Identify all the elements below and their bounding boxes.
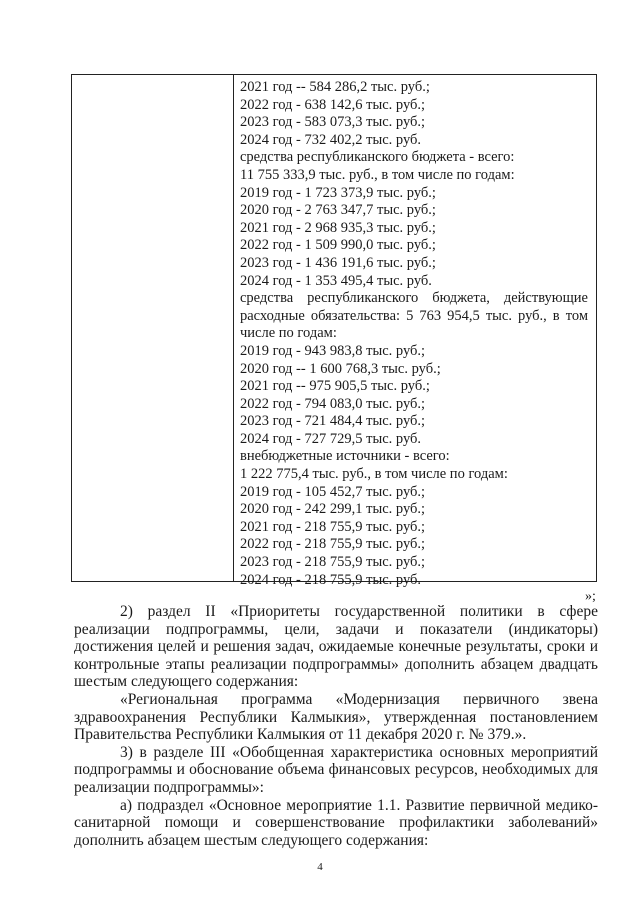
- table-line: внебюджетные источники - всего:: [240, 448, 450, 465]
- table-line: 2022 год - 218 755,9 тыс. руб.;: [240, 536, 426, 553]
- document-body: [74, 603, 598, 849]
- column-divider: [233, 75, 234, 581]
- table-line: 2023 год - 583 073,3 тыс. руб.;: [240, 114, 426, 131]
- table-line: 2023 год - 1 436 191,6 тыс. руб.;: [240, 254, 436, 271]
- paragraph-subsection-a: а) подраздел «Основное мероприятие 1.1. Развитие первичной медико-санитарной помощи и совершенствование профилактики заболеваний» дополнить абзацем шестым следующего содержания:: [74, 796, 598, 849]
- table-paragraph: средства республиканского бюджета, действующие расходные обязательства: 5 763 954,5 тыс. руб., в том числе по годам:: [240, 290, 588, 342]
- table-line: 1 222 775,4 тыс. руб., в том числе по годам:: [240, 466, 508, 483]
- table-line: 2024 год - 218 755,9 тыс. руб.: [240, 571, 422, 588]
- table-line: 2019 год - 105 452,7 тыс. руб.;: [240, 483, 426, 500]
- table-line: 2019 год - 1 723 373,9 тыс. руб.;: [240, 184, 436, 201]
- table-line: 2021 год -- 584 286,2 тыс. руб.;: [240, 79, 430, 95]
- table-line: 11 755 333,9 тыс. руб., в том числе по годам:: [240, 166, 515, 183]
- paragraph-regional-program: «Региональная программа «Модернизация первичного звена здравоохранения Республики Калмыкия», утвержденная постановлением Правительства Республики Калмыкия от 11 декабря 2020 г. № 379.».: [74, 690, 598, 744]
- table-line: средства республиканского бюджета - всего:: [240, 149, 515, 166]
- table-line: 2024 год - 727 729,5 тыс. руб.: [240, 430, 422, 447]
- table-line: 2021 год -- 975 905,5 тыс. руб.;: [240, 378, 430, 395]
- table-line: 2023 год - 721 484,4 тыс. руб.;: [240, 413, 426, 430]
- table-line: 2021 год - 218 755,9 тыс. руб.;: [240, 518, 426, 535]
- table-line: 2022 год - 794 083,0 тыс. руб.;: [240, 395, 426, 412]
- paragraph-section-3: 3) в разделе III «Обобщенная характеристика основных мероприятий подпрограммы и обоснование объема финансовых ресурсов, необходимых для реализации подпрограммы»:: [74, 743, 598, 796]
- page-number: 4: [317, 861, 323, 873]
- table-line: 2023 год - 218 755,9 тыс. руб.;: [240, 554, 426, 571]
- table-line: 2022 год - 1 509 990,0 тыс. руб.;: [240, 237, 436, 254]
- closing-quote-mark: »;: [585, 589, 596, 604]
- table-line: 2020 год - 242 299,1 тыс. руб.;: [240, 501, 426, 518]
- table-line: 2020 год -- 1 600 768,3 тыс. руб.;: [240, 360, 441, 377]
- funding-table: [71, 74, 597, 588]
- table-line: 2024 год - 732 402,2 тыс. руб.: [240, 131, 422, 148]
- table-line: 2022 год - 638 142,6 тыс. руб.;: [240, 96, 426, 113]
- table-line: 2020 год - 2 763 347,7 тыс. руб.;: [240, 202, 436, 219]
- table-line: 2021 год - 2 968 935,3 тыс. руб.;: [240, 219, 436, 236]
- paragraph-section-2: 2) раздел II «Приоритеты государственной политики в сфере реализации подпрограммы, цели, задачи и показатели (индикаторы) достижения целей и решения задач, ожидаемые конечные результаты, сроки и контрольные этапы реализации подпрограммы» дополнить абзацем двадцать шестым следующего содержания:: [74, 603, 598, 691]
- table-line: 2019 год - 943 983,8 тыс. руб.;: [240, 342, 426, 359]
- funding-cell: [240, 79, 588, 589]
- table-line: 2024 год - 1 353 495,4 тыс. руб.: [240, 272, 432, 289]
